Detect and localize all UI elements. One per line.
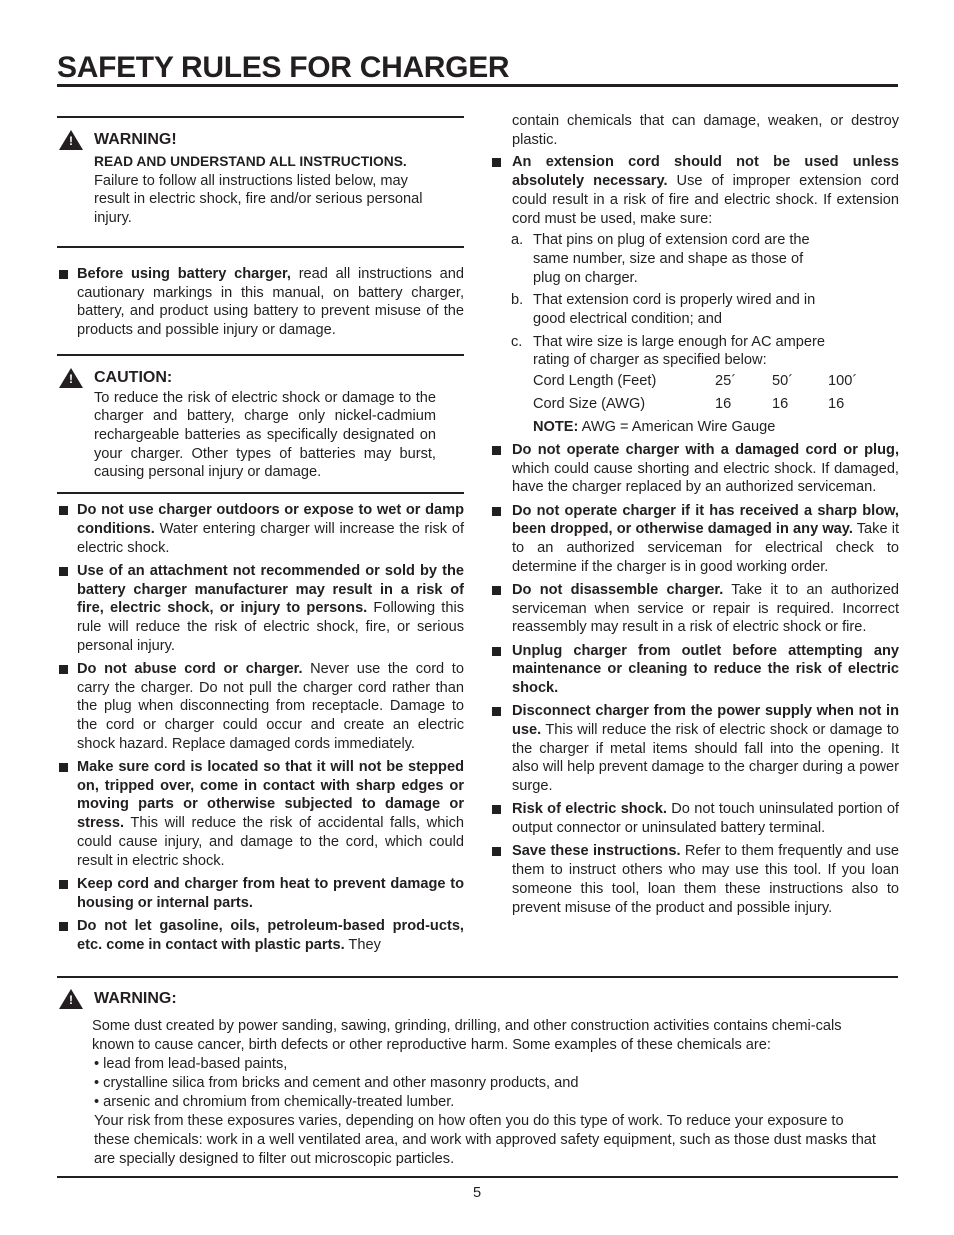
caution-label: CAUTION: — [94, 368, 173, 386]
bullet-square — [492, 158, 501, 167]
table-cell: 16 — [772, 396, 789, 413]
table-cell: Cord Size (AWG) — [533, 396, 646, 413]
item-bold: An extension cord should not be used unless absolutely necessary. — [512, 154, 899, 190]
table-cell: 50´ — [772, 373, 794, 390]
sub-label: b. — [511, 292, 524, 309]
item-bold: Disconnect charger from the power supply when not in use. — [512, 703, 899, 739]
note-text: AWG = American Wire Gauge — [578, 419, 776, 436]
bullet-square — [59, 880, 68, 889]
continuation-text: contain chemicals that can damage, weaken, or destroy plastic. — [512, 113, 899, 148]
list-item — [57, 758, 464, 870]
bullet-square — [492, 586, 501, 595]
bullet-square — [492, 647, 501, 656]
item-text: Never use the cord to carry the charger. Do not pull the charger cord rather than the plug when disconnecting from receptacle. Damage to the cord or charger could occur and create an electric shock hazard. Replace damaged cords immediately. — [77, 660, 464, 752]
bullet-square — [59, 665, 68, 674]
list-item — [490, 702, 899, 796]
caution-bottom-rule — [57, 492, 464, 494]
list-item — [490, 502, 899, 577]
item-text: Do not touch uninsulated portion of output connector or uninsulated battery terminal. — [512, 801, 899, 837]
cord-table — [533, 370, 899, 437]
warning-heading: READ AND UNDERSTAND ALL INSTRUCTIONS. — [94, 154, 407, 169]
item-bold: Do not disassemble charger. — [512, 581, 724, 598]
sub-text: That wire size is large enough for AC ampere rating of charger as specified below: — [533, 333, 826, 369]
warning-text: Failure to follow all instructions listed below, may result in electric shock, fire and/or serious personal injury. — [94, 172, 423, 227]
caution-text: To reduce the risk of electric shock or damage to the charger and battery, charge only nickel-cadmium rechargeable batteries as specifically designated on your charger. Other types of batteries may burst, causing personal injury or damage. — [94, 389, 436, 481]
dust-bullet: • arsenic and chromium from chemically-treated lumber. — [94, 1094, 455, 1110]
dust-warning-intro: Some dust created by power sanding, sawing, grinding, drilling, and other construction activities contains chemi-cals known to cause cancer, birth defects or other reproductive harm. Some examples of these chemicals are: — [92, 1018, 842, 1053]
page-title: SAFETY RULES FOR CHARGER — [57, 51, 510, 84]
item-text: Following this rule will reduce the risk of electric shock, fire, or serious personal injury. — [77, 600, 464, 654]
item-bold: Do not abuse cord or charger. — [77, 660, 303, 677]
dust-warning-notice — [57, 989, 898, 1169]
item-text: Use of improper extension cord could result in a risk of fire and electric shock. If extension cord must be used, make sure: — [512, 173, 899, 227]
item-bold: Unplug charger from outlet before attempting any maintenance or cleaning to reduce the risk of electric shock. — [512, 642, 899, 697]
bullet-square — [59, 567, 68, 576]
table-cell: Cord Length (Feet) — [533, 373, 657, 390]
before-using-item — [57, 265, 464, 340]
item-bold: Do not use charger outdoors or expose to wet or damp conditions. — [77, 502, 464, 537]
bullet-square — [492, 847, 501, 856]
item-bold: Do not let gasoline, oils, petroleum-based prod-ucts, etc. come in contact with plastic parts. — [77, 917, 464, 953]
table-note — [533, 418, 899, 437]
item-text: Water entering charger will increase the risk of electric shock. — [77, 520, 464, 556]
item-text: Refer to them frequently and use them to instruct others who may use this tool. If you loan someone this tool, loan them these instructions also to prevent misuse of the product and possible injury. — [512, 843, 899, 916]
list-item — [490, 441, 899, 497]
caution-body — [94, 389, 436, 483]
table-row — [533, 393, 899, 416]
dust-warning-header — [57, 989, 898, 1009]
list-item — [57, 917, 464, 954]
table-row — [533, 370, 899, 393]
warning-bottom-rule — [57, 246, 464, 248]
sub-label: a. — [511, 232, 524, 249]
caution-header — [57, 368, 464, 388]
list-item — [490, 800, 899, 837]
bullet-square — [59, 270, 68, 279]
dust-warning-label: WARNING: — [94, 990, 177, 1007]
bullet-square — [59, 922, 68, 931]
warning-notice — [57, 118, 464, 246]
table-cell: 25´ — [715, 373, 737, 390]
item-bold: Risk of electric shock. — [512, 801, 667, 818]
footer-rule — [57, 1176, 898, 1178]
item-bold: Do not operate charger if it has received a sharp blow, been dropped, or otherwise damaged in any way. — [512, 502, 899, 538]
list-item — [57, 875, 464, 912]
sub-item-b — [490, 291, 843, 328]
item-text: Take it to an authorized serviceman when service or repair is required. Incorrect reassembly may result in a risk of electric shock or fire. — [512, 581, 899, 636]
warning-body — [94, 153, 439, 228]
right-column — [490, 112, 899, 917]
sub-item-c — [490, 333, 851, 370]
dust-warning-closing: Your risk from these exposures varies, depending on how often you do this type of work. To reduce your exposure to these chemicals: work in a well ventilated area, and work with approved safety equipment, such as those dust masks that are specially designed to filter out microscopic particles. — [94, 1113, 876, 1167]
left-column — [57, 116, 464, 954]
item-text: This will reduce the risk of electric shock or damage to the charger if metal items should fall into the opening. It also will help prevent damage to the charger during a power surge. — [512, 722, 899, 795]
list-item — [490, 642, 899, 698]
caution-notice — [57, 356, 464, 493]
warning-label: WARNING! — [94, 131, 177, 148]
list-item — [57, 501, 464, 557]
dust-bullet: • lead from lead-based paints, — [94, 1056, 288, 1072]
list-item — [490, 581, 899, 637]
list-item — [57, 660, 464, 754]
item-bold: Do not operate charger with a damaged cord or plug, — [512, 441, 899, 458]
sub-text: That extension cord is properly wired and in good electrical condition; and — [533, 292, 816, 328]
dust-warning-body — [92, 1017, 882, 1169]
item-text: They — [344, 936, 381, 953]
bullet-square — [492, 507, 501, 516]
title-rule — [57, 84, 898, 87]
item-bold: Make sure cord is located so that it will not be stepped on, tripped over, come in contact with sharp edges or moving parts or otherwise subjected to damage or stress. — [77, 759, 464, 832]
item-text: Take it to an authorized serviceman for electrical check to determine if the charger is in good working order. — [512, 521, 899, 575]
item-text: which could cause shorting and electric shock. If damaged, have the charger replaced by an authorized serviceman. — [512, 460, 899, 496]
list-item — [57, 562, 464, 656]
dust-bullet: • crystalline silica from bricks and cement and other masonry products, and — [94, 1075, 579, 1091]
table-cell: 100´ — [828, 373, 858, 390]
bullet-square — [59, 763, 68, 772]
table-cell: 16 — [715, 396, 732, 413]
extension-cord-item — [490, 153, 899, 228]
sub-label: c. — [511, 333, 523, 350]
item-bold: Before using battery charger, — [77, 265, 291, 282]
sub-item-a — [490, 231, 833, 287]
sub-text: That pins on plug of extension cord are the same number, size and shape as those of plug on charger. — [533, 232, 810, 286]
bullet-square — [59, 506, 68, 515]
warning-triangle-icon: ! — [59, 989, 83, 1009]
item-bold: Use of an attachment not recommended or sold by the battery charger manufacturer may result in a risk of fire, electric shock, or injury to persons. — [77, 562, 464, 617]
warning-header — [57, 130, 464, 150]
caution-triangle-icon: ! — [59, 368, 83, 388]
table-cell: 16 — [828, 396, 845, 413]
bullet-square — [492, 805, 501, 814]
page-number: 5 — [472, 1185, 482, 1201]
item-bold: Keep cord and charger from heat to prevent damage to housing or internal parts. — [77, 875, 464, 911]
bullet-square — [492, 446, 501, 455]
bottom-warning-rule — [57, 976, 898, 978]
item-bold: Save these instructions. — [512, 843, 681, 860]
list-item — [490, 842, 899, 917]
item-text: read all instructions and cautionary markings in this manual, on battery charger, battery, and product using battery to prevent misuse of the products and possible injury or damage. — [77, 265, 464, 338]
note-label: NOTE: — [533, 419, 579, 436]
bullet-square — [492, 707, 501, 716]
warning-triangle-icon: ! — [59, 130, 83, 150]
item-text: This will reduce the risk of accidental falls, which could cause injury, and damage to the cord, which could result in electric shock. — [77, 815, 464, 869]
